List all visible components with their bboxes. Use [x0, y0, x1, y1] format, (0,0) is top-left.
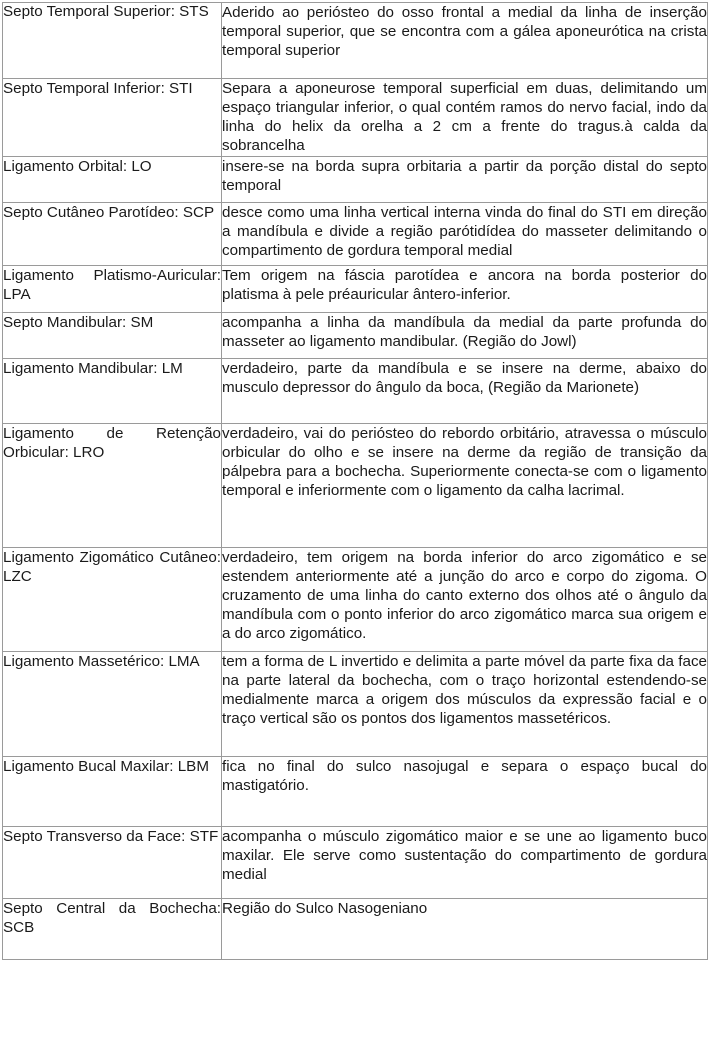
term-cell	[3, 424, 222, 548]
description-cell	[222, 424, 708, 548]
description-text: verdadeiro, tem origem na borda inferior do arco zigomático e se estendem anteriormente até a junção do arco e corpo do zigoma. O cruzamento de uma linha do canto externo dos olhos até o ângulo da mandíbula com o ponto inferior do arco zigomático marca sua origem e a do arco zigomático.	[222, 549, 707, 642]
term-cell	[3, 899, 222, 960]
table-row	[3, 266, 708, 313]
description-text: acompanha a linha da mandíbula da medial da parte profunda do masseter ao ligamento mandibular. (Região do Jowl)	[222, 314, 707, 350]
term-text: Ligamento Orbital: LO	[3, 158, 152, 175]
description-cell	[222, 3, 708, 79]
term-cell	[3, 79, 222, 157]
term-text: Ligamento Platismo-Auricular: LPA	[3, 267, 221, 303]
table-row	[3, 652, 708, 757]
description-cell	[222, 266, 708, 313]
description-text: fica no final do sulco nasojugal e separa o espaço bucal do mastigatório.	[222, 758, 707, 794]
table-row	[3, 3, 708, 79]
term-cell	[3, 157, 222, 203]
table-row	[3, 157, 708, 203]
description-text: Tem origem na fáscia parotídea e ancora na borda posterior do platisma à pele préauricular ântero-inferior.	[222, 267, 707, 303]
description-text: desce como uma linha vertical interna vinda do final do STI em direção a mandíbula e divide a região parótidídea do masseter delimitando o compartimento de gordura temporal medial	[222, 204, 707, 259]
description-text: Aderido ao periósteo do osso frontal a medial da linha de inserção temporal superior, que se encontra com a gálea aponeurótica na crista temporal superior	[222, 4, 707, 59]
description-cell	[222, 899, 708, 960]
table-row	[3, 757, 708, 827]
description-cell	[222, 157, 708, 203]
term-cell	[3, 757, 222, 827]
term-text: Septo Transverso da Face: STF	[3, 828, 219, 845]
table-row	[3, 313, 708, 359]
term-text: Septo Temporal Superior: STS	[3, 3, 209, 20]
table-row	[3, 548, 708, 652]
table-row	[3, 424, 708, 548]
term-cell	[3, 652, 222, 757]
description-cell	[222, 203, 708, 266]
description-cell	[222, 548, 708, 652]
description-text: verdadeiro, vai do periósteo do rebordo orbitário, atravessa o músculo orbicular do olho e se insere na derme da região de transição da pálpebra para a bochecha. Superiormente conecta-se com o ligamento temporal e inferiormente com o ligamento da calha lacrimal.	[222, 425, 707, 499]
term-cell	[3, 203, 222, 266]
ligaments-table	[2, 2, 708, 960]
term-cell	[3, 359, 222, 424]
term-text: Ligamento de Retenção Orbicular: LRO	[3, 425, 221, 461]
description-text: verdadeiro, parte da mandíbula e se insere na derme, abaixo do musculo depressor do ângulo da boca, (Região da Marionete)	[222, 360, 707, 396]
table-row	[3, 203, 708, 266]
description-text: acompanha o músculo zigomático maior e se une ao ligamento buco maxilar. Ele serve como sustentação do compartimento de gordura medial	[222, 828, 707, 883]
table-row	[3, 899, 708, 960]
term-text: Septo Cutâneo Parotídeo: SCP	[3, 204, 215, 221]
term-cell	[3, 266, 222, 313]
description-text: insere-se na borda supra orbitaria a partir da porção distal do septo temporal	[222, 158, 707, 194]
term-text: Ligamento Massetérico: LMA	[3, 653, 200, 670]
description-cell	[222, 827, 708, 899]
term-text: Ligamento Mandibular: LM	[3, 360, 183, 377]
term-cell	[3, 827, 222, 899]
term-text: Septo Mandibular: SM	[3, 314, 154, 331]
description-text: Região do Sulco Nasogeniano	[222, 900, 428, 917]
term-text: Ligamento Zigomático Cutâneo: LZC	[3, 549, 221, 585]
description-text: tem a forma de L invertido e delimita a parte móvel da parte fixa da face na parte lateral da bochecha, com o traço horizontal estendendo-se medialmente marca a origem dos músculos da expressão facial e o traço vertical são os pontos dos ligamentos massetéricos.	[222, 653, 707, 727]
term-cell	[3, 548, 222, 652]
term-text: Septo Temporal Inferior: STI	[3, 80, 193, 97]
description-cell	[222, 313, 708, 359]
term-text: Ligamento Bucal Maxilar: LBM	[3, 758, 209, 775]
term-cell	[3, 3, 222, 79]
term-cell	[3, 313, 222, 359]
description-cell	[222, 652, 708, 757]
description-cell	[222, 359, 708, 424]
description-cell	[222, 79, 708, 157]
table-row	[3, 827, 708, 899]
table-row	[3, 79, 708, 157]
description-text: Separa a aponeurose temporal superficial em duas, delimitando um espaço triangular inferior, o qual contém ramos do nervo facial, indo da linha do helix da orelha a 2 cm a frente do tragus.à calda da sobrancelha	[222, 80, 707, 154]
term-text: Septo Central da Bochecha: SCB	[3, 900, 221, 936]
table-row	[3, 359, 708, 424]
description-cell	[222, 757, 708, 827]
